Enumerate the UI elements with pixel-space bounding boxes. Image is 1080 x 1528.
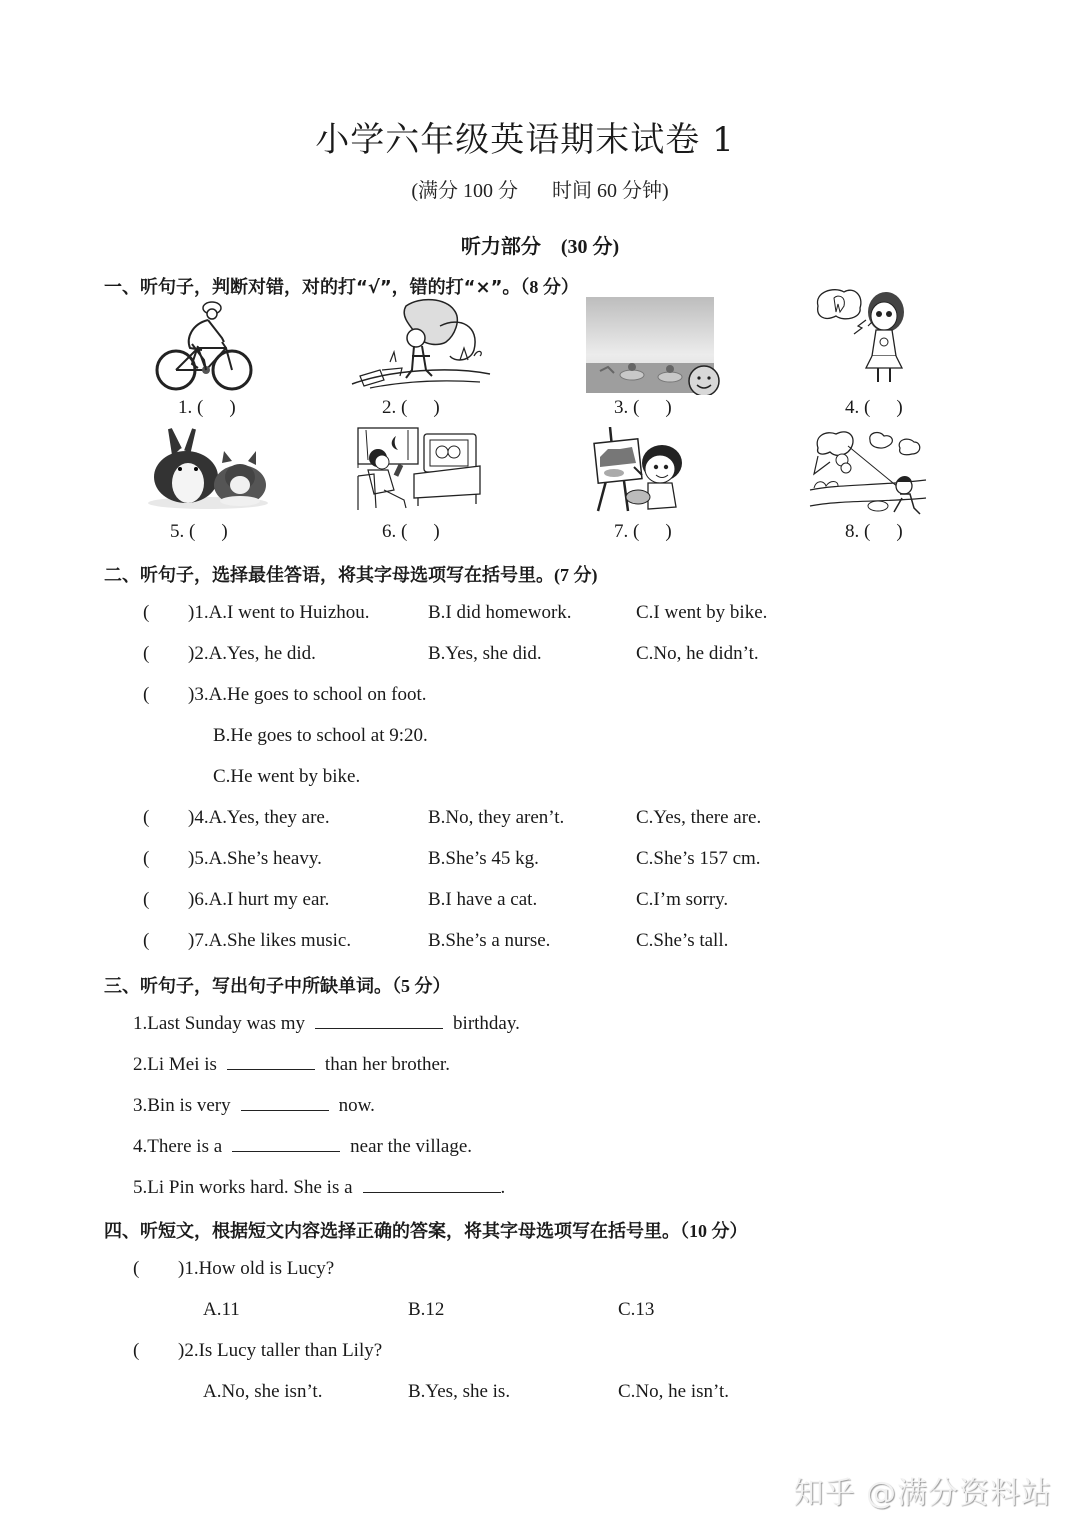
pic-4-answer[interactable]: 4. ( ): [845, 397, 903, 418]
part-title: 听力部分 (30 分): [460, 236, 620, 258]
s2-q6-option-c: C.I’m sorry.: [636, 889, 729, 910]
section1-heading-text: 一、听句子，判断对错，对的打“√”，错的打“×”。: [104, 277, 521, 298]
s4-q2-option-a: A.No, she isn’t.: [203, 1381, 323, 1402]
s3-blank-4[interactable]: [232, 1135, 340, 1152]
s4-q1-option-b: B.12: [408, 1299, 445, 1320]
s3-item-4: 4.There is a near the village.: [133, 1136, 473, 1157]
kite-flying-picture: [808, 428, 928, 518]
s2-q5-option-b: B.She’s 45 kg.: [428, 848, 539, 869]
s2-q4-option-c: C.Yes, there are.: [636, 807, 762, 828]
section2-heading: [104, 561, 598, 587]
boy-painting-picture: [592, 427, 692, 515]
s4-q2-option-c: C.No, he isn’t.: [618, 1381, 730, 1402]
s2-q1-option-a: )1.A.I went to Huizhou.: [188, 602, 370, 623]
s2-q7-option-a: )7.A.She likes music.: [188, 930, 352, 951]
s2-q2-option-c: C.No, he didn’t.: [636, 643, 759, 664]
s2-q5-option-c: C.She’s 157 cm.: [636, 848, 761, 869]
section3-points: （5 分）: [392, 976, 451, 996]
section1-heading: [104, 273, 579, 299]
s2-q1-option-c: C.I went by bike.: [636, 602, 768, 623]
s2-q3-option-c: C.He went by bike.: [213, 766, 361, 787]
boy-watching-tv-picture: [354, 424, 486, 512]
s2-q6-option-a: )6.A.I hurt my ear.: [188, 889, 330, 910]
s4-q2-option-b: B.Yes, she is.: [408, 1381, 511, 1402]
s4-q1-question: )1.How old is Lucy?: [178, 1258, 335, 1279]
pic-6-answer[interactable]: 6. ( ): [382, 521, 440, 542]
section1-points: （8 分）: [520, 277, 579, 297]
s2-q2-option-a: )2.A.Yes, he did.: [188, 643, 316, 664]
girl-toothache-picture: [814, 286, 922, 386]
s2-q6-answer-paren[interactable]: (: [143, 889, 150, 910]
s2-q4-option-b: B.No, they aren’t.: [428, 807, 565, 828]
s3-blank-1[interactable]: [315, 1012, 443, 1029]
s2-q4-answer-paren[interactable]: (: [143, 807, 150, 828]
s4-q1-option-a: A.11: [203, 1299, 240, 1320]
section2-heading-text: 二、听句子，选择最佳答语，将其字母选项写在括号里。: [104, 565, 554, 586]
s2-q3-option-a: )3.A.He goes to school on foot.: [188, 684, 427, 705]
section4-points: （10 分）: [680, 1221, 748, 1241]
s2-q7-option-c: C.She’s tall.: [636, 930, 729, 951]
s4-q1-option-c: C.13: [618, 1299, 655, 1320]
section3-heading: [104, 972, 451, 998]
s2-q3-answer-paren[interactable]: (: [143, 684, 150, 705]
s4-q2-question: )2.Is Lucy taller than Lily?: [178, 1340, 383, 1361]
section4-heading-text: 四、听短文，根据短文内容选择正确的答案，将其字母选项写在括号里。: [104, 1221, 680, 1242]
exam-time: 时间 60 分钟): [552, 180, 669, 202]
s2-q5-option-a: )5.A.She’s heavy.: [188, 848, 322, 869]
s2-q7-option-b: B.She’s a nurse.: [428, 930, 551, 951]
s3-blank-2[interactable]: [227, 1053, 315, 1070]
s3-item-5: 5.Li Pin works hard. She is a .: [133, 1177, 506, 1198]
s2-q2-answer-paren[interactable]: (: [143, 643, 150, 664]
section4-heading: [104, 1217, 748, 1243]
s4-q1-answer-paren[interactable]: (: [133, 1258, 140, 1279]
s2-q1-option-b: B.I did homework.: [428, 602, 572, 623]
s3-blank-3[interactable]: [241, 1094, 329, 1111]
s2-q5-answer-paren[interactable]: (: [143, 848, 150, 869]
full-score: (满分 100 分: [411, 180, 518, 202]
exam-subtitle: [0, 174, 1080, 203]
s4-q2-answer-paren[interactable]: (: [133, 1340, 140, 1361]
section2-points: (7 分): [554, 565, 598, 585]
beach-swimming-picture: [586, 297, 722, 395]
s2-q1-answer-paren[interactable]: (: [143, 602, 150, 623]
cyclist-picture: [152, 298, 256, 392]
hiker-picture: [350, 296, 492, 392]
s2-q4-option-a: )4.A.Yes, they are.: [188, 807, 330, 828]
s2-q2-option-b: B.Yes, she did.: [428, 643, 542, 664]
rabbit-cat-picture: [144, 425, 272, 509]
s2-q3-option-b: B.He goes to school at 9:20.: [213, 725, 428, 746]
s3-item-1: 1.Last Sunday was my birthday.: [133, 1013, 520, 1034]
s3-item-2: 2.Li Mei is than her brother.: [133, 1054, 450, 1075]
pic-1-answer[interactable]: 1. ( ): [178, 397, 236, 418]
s2-q6-option-b: B.I have a cat.: [428, 889, 538, 910]
s2-q7-answer-paren[interactable]: (: [143, 930, 150, 951]
watermark: 知乎 @满分资料站: [793, 1476, 1052, 1511]
pic-8-answer[interactable]: 8. ( ): [845, 521, 903, 542]
section3-heading-text: 三、听句子，写出句子中所缺单词。: [104, 976, 392, 997]
pic-2-answer[interactable]: 2. ( ): [382, 397, 440, 418]
s3-blank-5[interactable]: [363, 1176, 501, 1193]
pic-3-answer[interactable]: 3. ( ): [614, 397, 672, 418]
exam-title: 小学六年级英语期末试卷 1: [315, 120, 735, 160]
pic-7-answer[interactable]: 7. ( ): [614, 521, 672, 542]
pic-5-answer[interactable]: 5. ( ): [170, 521, 228, 542]
s3-item-3: 3.Bin is very now.: [133, 1095, 375, 1116]
